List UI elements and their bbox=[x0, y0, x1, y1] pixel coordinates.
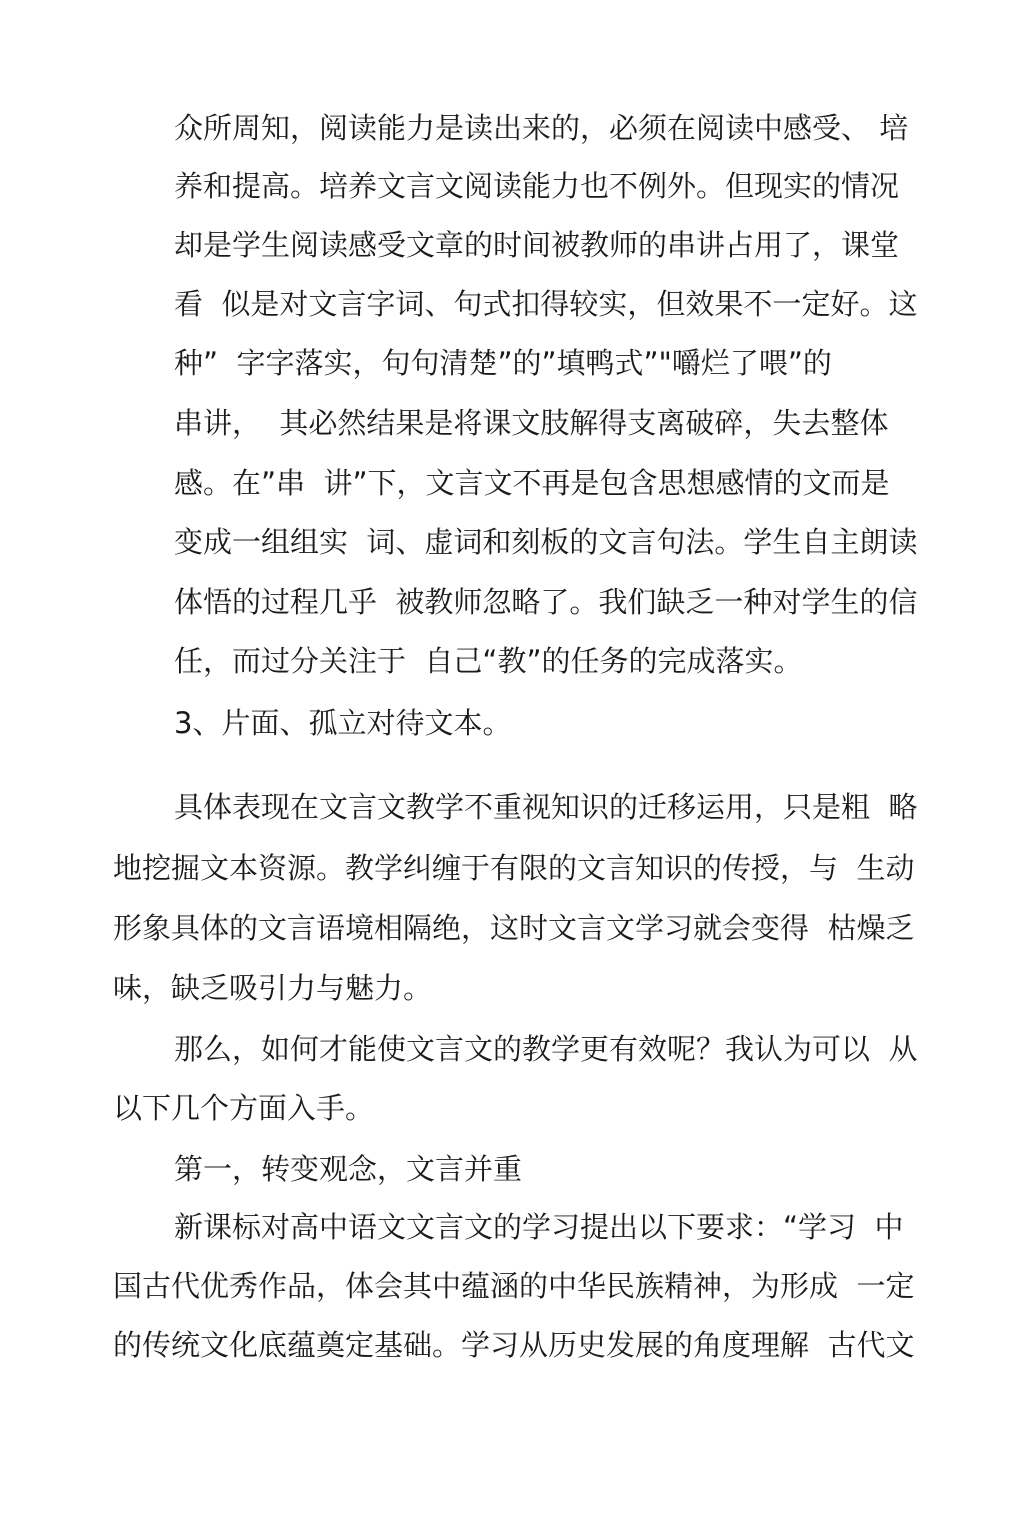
text-line: 却是学生阅读感受文章的时间被教师的串讲占用了，课堂 bbox=[174, 228, 900, 262]
text-line: 变成一组组实 词、虚词和刻板的文言句法。学生自主朗读 bbox=[174, 525, 918, 559]
text-line: 众所周知，阅读能力是读出来的，必须在阅读中感受、 培 bbox=[174, 111, 909, 145]
text-line: 那么，如何才能使文言文的教学更有效呢？我认为可以 从 bbox=[174, 1032, 918, 1066]
text-line: 种” 字字落实，句句清楚”的”填鸭式”"嚼烂了喂”的 bbox=[174, 346, 832, 380]
section-heading: 3、片面、孤立对待文本。 bbox=[174, 706, 512, 740]
text-line: 体悟的过程几乎 被教师忽略了。我们缺乏一种对学生的信 bbox=[174, 585, 918, 619]
text-line: 形象具体的文言语境相隔绝，这时文言文学习就会变得 枯燥乏 bbox=[113, 911, 915, 945]
text-line: 的传统文化底蕴奠定基础。学习从历史发展的角度理解 古代文 bbox=[113, 1328, 915, 1362]
text-line: 以下几个方面入手。 bbox=[113, 1091, 375, 1125]
section-heading: 第一，转变观念，文言并重 bbox=[174, 1152, 523, 1186]
text-line: 具体表现在文言文教学不重视知识的迁移运用，只是粗 略 bbox=[174, 790, 918, 824]
text-line: 任，而过分关注于 自己“教”的任务的完成落实。 bbox=[174, 644, 803, 678]
text-line: 看 似是对文言字词、句式扣得较实，但效果不一定好。这 bbox=[174, 287, 918, 321]
text-line: 国古代优秀作品，体会其中蕴涵的中华民族精神，为形成 一定 bbox=[113, 1269, 915, 1303]
text-line: 养和提高。培养文言文阅读能力也不例外。但现实的情况 bbox=[174, 169, 900, 203]
text-line: 味，缺乏吸引力与魅力。 bbox=[113, 971, 433, 1005]
text-line: 新课标对高中语文文言文的学习提出以下要求：“学习 中 bbox=[174, 1210, 904, 1244]
text-line: 感。在”串 讲”下，文言文不再是包含思想感情的文而是 bbox=[174, 466, 890, 500]
text-line: 串讲， 其必然结果是将课文肢解得支离破碎，失去整体 bbox=[174, 406, 889, 440]
text-line: 地挖掘文本资源。教学纠缠于有限的文言知识的传授，与 生动 bbox=[113, 851, 915, 885]
